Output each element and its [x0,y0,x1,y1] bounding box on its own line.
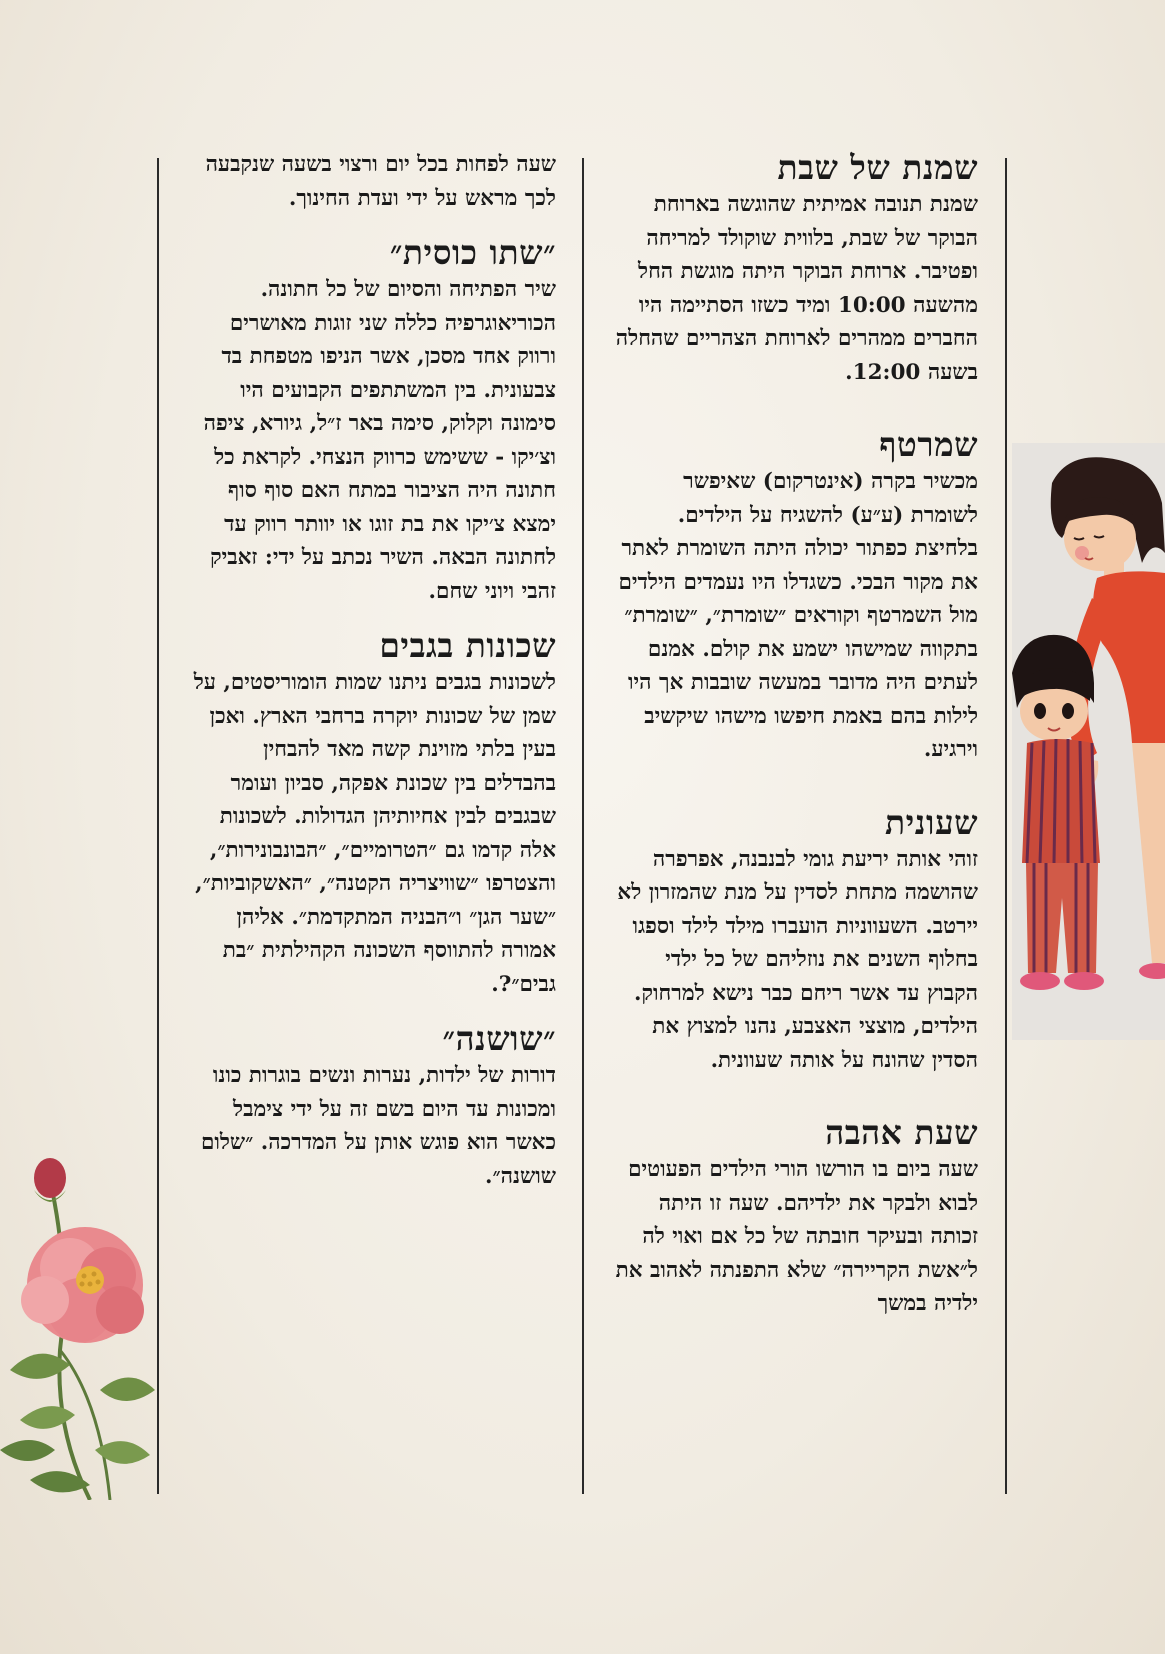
mother-child-drawing [1012,443,1165,1040]
entry-body: שיר הפתיחה והסיום של כל חתונה. הכוריאוגרפיה כללה שני זוגות מאושרים ורווק אחד מסכן, אשר הניפו מטפחת בד צבעונית. בין המשתתפים הקבועים היו סימונה וקלוק, סימה באר ז״ל, גיורא, ציפה וצ׳יקו - ששימש כרווק הנצחי. לקראת כל חתונה היה הציבור במתח האם סוף סוף ימצא צ׳יקו את בת זוגו או יוותר רווק עד לחתונה הבאה. השיר נכתב על ידי: זאביק זהבי ויוני שחם. [203,277,556,604]
entry-heading: שכונות בגבים [379,626,556,665]
entry-body: מכשיר בקרה (אינטרקום) שאיפשר לשומרת (ע״ע) להשגיח על הילדים. בלחיצת כפתור יכולה היתה השומרת לאתר את מקור הבכי. כשגדלו היו נעמדים הילדים מול השמרטף וקוראים ״שומרת״, ״שומרת״ בתקווה שמישהו ישמע את קולם. אמנם לעתים היה מדובר במעשה שובבות אך היו לילות בהם באמת חיפשו מישהו שיקשיב וירגיע. [618,469,978,762]
entry-body: זוהי אותה יריעת גומי לבנבנה, אפרפרה שהושמה מתחת לסדין על מנת שהמזרון לא יירטב. השעווניות הועברו מילד לילד וספגו בחלוף השנים את נוזליהם של כל ילדי הקבוץ עד אשר ריחם כבר נישא למרחוק. הילדים, מוצצי האצבע, נהנו למצוץ את הסדין שהונח על אותה שעוונית. [617,846,978,1073]
left-text-column [186,148,556,1193]
entry-body: דורות של ילדות, נערות ונשים בוגרות כונו ומכונות עד היום בשם זה על ידי צימבל כאשר הוא פוגש אותן על המדרכה. ״שלום שושנה״. [200,1063,556,1189]
entry-heading: שמנת של שבת [777,148,978,187]
column-rule-right [1005,158,1007,1494]
entry-heading: שעת אהבה [825,1113,978,1152]
entry-body: שעה לפחות בכל יום ורצוי בשעה שנקבעה לכך מראש על ידי ועדת החינוך. [205,152,556,211]
entry-body: לשכונות בגבים ניתנו שמות הומוריסטים, על שמן של שכונות יוקרה ברחבי הארץ. ואכן בעין בלתי מזוינת קשה מאד להבחין בהבדלים בין שכונת אפקה, סביון ועומר שבגבים לבין אחיותיהן הגדולות. לשכונות אלה קדמו גם ״הטרומיים״, ״הבונבונירות״, והצטרפו ״שוויצריה הקטנה״, ״האשקוביות״, ״שער הגן״ ו״הבניה המתקדמת״. אליהן אמורה להתווסף השכונה הקהילתית ״בת גבים״?. [193,670,556,997]
entry-heading: ״שושנה״ [442,1019,556,1058]
entry-body: שעה ביום בו הורשו הורי הילדים הפעוטים לבוא ולבקר את ילדיהם. שעה זו היתה זכותה ובעיקר חובתה של כל אם ואוי לה ל״אשת הקריירה״ שלא התפנתה לאהוב את ילדיה במשך [615,1157,978,1316]
entry-body: שמנת תנובה אמיתית שהוגשה בארוחת הבוקר של שבת, בלווית שוקולד למריחה ופטיבר. ארוחת הבוקר היתה מוגשת החל מהשעה 10:00 ומיד כשזו הסתיימה היו החברים ממהרים לארוחת הצהריים שהחלה בשעה 12:00. [615,192,978,385]
entry-heading: שעונית [885,802,978,842]
entry-heading: ״שתו כוסית״ [389,233,556,272]
right-text-column [610,148,978,1321]
mother-child-illustration [1012,443,1165,1040]
entry-heading: שמרטף [879,425,978,464]
column-rule-middle [582,158,584,1494]
rose-icon [0,1150,160,1500]
